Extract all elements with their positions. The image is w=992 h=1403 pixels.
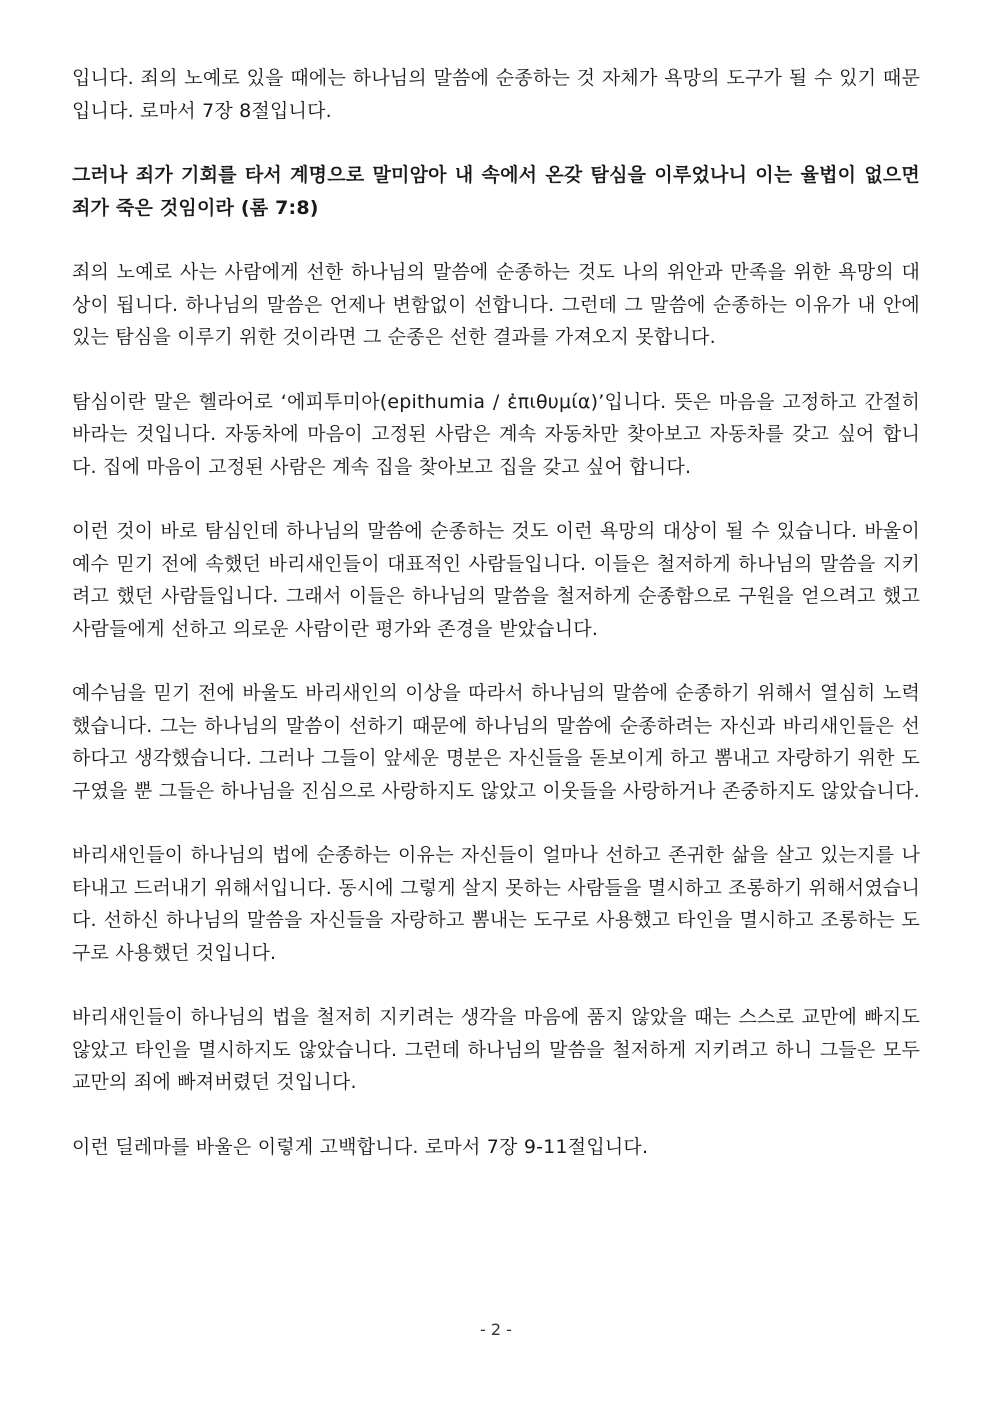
paragraph-7: 바리새인들이 하나님의 법에 순종하는 이유는 자신들이 얼마나 선하고 존귀한 삶을 살고 있는지를 나타내고 드러내기 위해서입니다. 동시에 그렇게 살지 못하는 사람들을 멸시하고 조롱하기 위해서였습니다. 선하신 하나님의 말씀을 자신들을 자랑하고 뽐내는 도구로 사용했고 타인을 멸시하고 조롱하는 도구로 사용했던 것입니다. (72, 844, 920, 964)
paragraph-9: 이런 딜레마를 바울은 이렇게 고백합니다. 로마서 7장 9-11절입니다. (72, 1135, 649, 1158)
paragraph-6: 예수님을 믿기 전에 바울도 바리새인의 이상을 따라서 하나님의 말씀에 순종하기 위해서 열심히 노력했습니다. 그는 하나님의 말씀이 선하기 때문에 하나님의 말씀에 순종하려는 자신과 바리새인들은 선하다고 생각했습니다. 그러나 그들이 앞세운 명분은 자신들을 돋보이게 하고 뽐내고 자랑하기 위한 도구였을 뿐 그들은 하나님을 진심으로 사랑하지도 않았고 이웃들을 사랑하거나 존중하지도 않았습니다. (72, 682, 920, 802)
document-page (72, 62, 920, 1195)
paragraph-4: 탐심이란 말은 헬라어로 ‘에피투미아(epithumia / ἐπιθυμία)’입니다. 뜻은 마음을 고정하고 간절히 바라는 것입니다. 자동차에 마음이 고정된 사람은 계속 자동차만 찾아보고 자동차를 갖고 싶어 합니다. 집에 마음이 고정된 사람은 계속 집을 찾아보고 집을 갖고 싶어 합니다. (72, 390, 920, 478)
paragraph-5: 이런 것이 바로 탐심인데 하나님의 말씀에 순종하는 것도 이런 욕망의 대상이 될 수 있습니다. 바울이 예수 믿기 전에 속했던 바리새인들이 대표적인 사람들입니다. 이들은 철저하게 하나님의 말씀을 지키려고 했던 사람들입니다. 그래서 이들은 하나님의 말씀을 철저하게 순종함으로 구원을 얻으려고 했고 사람들에게 선하고 의로운 사람이란 평가와 존경을 받았습니다. (72, 520, 920, 640)
page-number: - 2 - (480, 1320, 512, 1339)
paragraph-1: 입니다. 죄의 노예로 있을 때에는 하나님의 말씀에 순종하는 것 자체가 욕망의 도구가 될 수 있기 때문입니다. 로마서 7장 8절입니다. (72, 67, 920, 122)
paragraph-8: 바리새인들이 하나님의 법을 철저히 지키려는 생각을 마음에 품지 않았을 때는 스스로 교만에 빠지도 않았고 타인을 멸시하지도 않았습니다. 그런데 하나님의 말씀을 철저하게 지키려고 하니 그들은 모두 교만의 죄에 빠져버렸던 것입니다. (72, 1006, 920, 1093)
paragraph-3: 죄의 노예로 사는 사람에게 선한 하나님의 말씀에 순종하는 것도 나의 위안과 만족을 위한 욕망의 대상이 됩니다. 하나님의 말씀은 언제나 변함없이 선합니다. 그런데 그 말씀에 순종하는 이유가 내 안에 있는 탐심을 이루기 위한 것이라면 그 순종은 선한 결과를 가져오지 못합니다. (72, 261, 920, 348)
scripture-quote: 그러나 죄가 기회를 타서 계명으로 말미암아 내 속에서 온갖 탐심을 이루었나니 이는 율법이 없으면 죄가 죽은 것임이라 (롬 7:8) (72, 164, 920, 219)
